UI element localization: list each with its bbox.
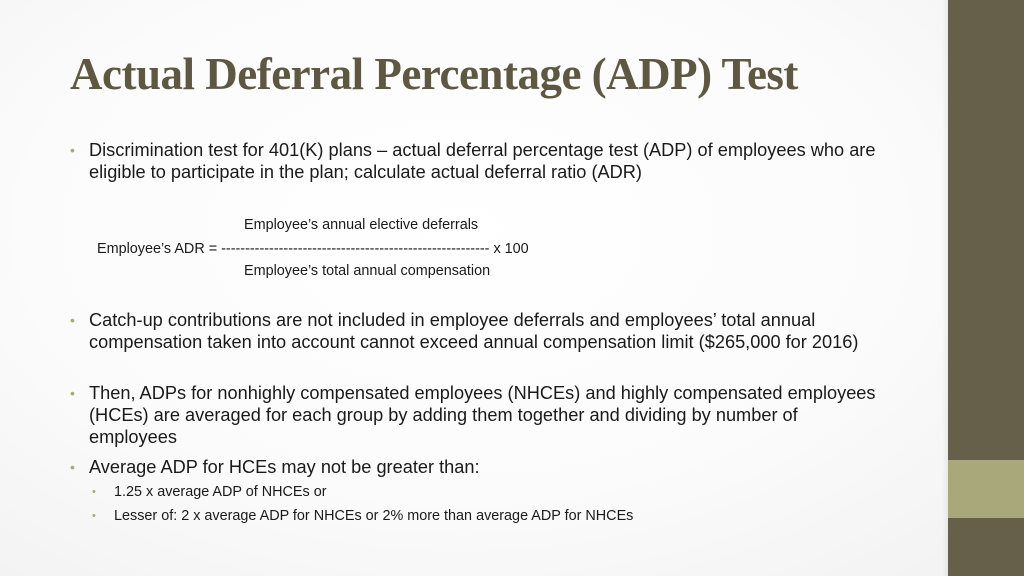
bullet-marker-icon: • [70,142,75,158]
bullet-text: Then, ADPs for nonhighly compensated employees (NHCEs) and highly compensated employees (HCEs) are averaged for each group by adding them together and dividing by number of employees [89,383,876,447]
formula-equation: Employee’s ADR = -------------------------------------------------------- x 100 [97,241,529,257]
sub-bullet-marker-icon: • [92,510,96,522]
bullet-text: Discrimination test for 401(K) plans – actual deferral percentage test (ADP) of employees who are eligible to participate in the plan; calculate actual deferral ratio (ADR) [89,140,876,182]
formula-numerator: Employee’s annual elective deferrals [244,217,479,233]
sub-bullet-marker-icon: • [92,486,96,498]
bullet-item-catch-up [70,309,890,353]
bullet-item-adp-averaging [70,382,890,448]
sub-bullet-text: Lesser of: 2 x average ADP for NHCEs or 2% more than average ADP for NHCEs [114,508,634,524]
bullet-item-discrimination-test [70,139,890,183]
sub-bullet-item-lesser-of [92,507,892,526]
slide-title: Actual Deferral Percentage (ADP) Test [70,49,798,99]
bullet-marker-icon: • [70,385,75,401]
sub-bullet-item-125x [92,483,892,502]
bullet-text: Average ADP for HCEs may not be greater than: [89,457,480,477]
formula-denominator: Employee’s total annual compensation [244,263,491,279]
sub-bullet-text: 1.25 x average ADP of NHCEs or [114,484,327,500]
bullet-item-average-adp-limit [70,456,890,478]
decorative-sidebar-accent [948,460,1024,518]
bullet-marker-icon: • [70,312,75,328]
bullet-text: Catch-up contributions are not included in employee deferrals and employees’ total annual compensation taken into account cannot exceed annual compensation limit ($265,000 for 2016) [89,310,859,352]
bullet-marker-icon: • [70,459,75,475]
